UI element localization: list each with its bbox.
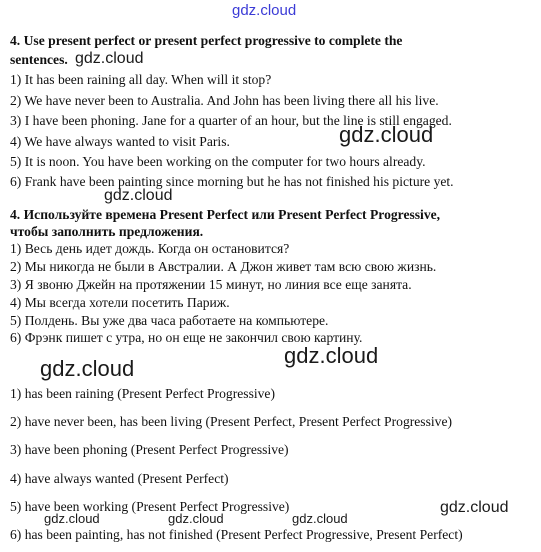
sentence-ru-1: 1) Весь день идет дождь. Когда он остановится?	[10, 241, 290, 256]
watermark: gdz.cloud	[168, 511, 224, 526]
sentence-en-6: 6) Frank have been painting since morning but he has not finished his picture yet.	[10, 174, 454, 189]
answer-6: 6) has been painting, has not finished (Present Perfect Progressive, Present Perfect)	[10, 527, 463, 542]
answer-3: 3) have been phoning (Present Perfect Progressive)	[10, 442, 289, 457]
sentence-ru-2: 2) Мы никогда не были в Австралии. А Джон живет там всю свою жизнь.	[10, 259, 437, 274]
sentence-en-1: 1) It has been raining all day. When will it stop?	[10, 72, 272, 87]
watermark: gdz.cloud	[104, 187, 173, 204]
task-title-en: 4. Use present perfect or present perfect progressive to complete the	[10, 33, 403, 48]
task-title-en-cont: sentences.	[10, 52, 68, 67]
sentence-en-2: 2) We have never been to Australia. And John has been living there all his live.	[10, 93, 439, 108]
sentence-ru-6: 6) Фрэнк пишет с утра, но он еще не закончил свою картину.	[10, 330, 363, 345]
watermark: gdz.cloud	[75, 50, 144, 67]
watermark: gdz.cloud	[44, 511, 100, 526]
answer-2: 2) have never been, has been living (Present Perfect, Present Perfect Progressive)	[10, 414, 453, 429]
sentence-ru-4: 4) Мы всегда хотели посетить Париж.	[10, 295, 230, 310]
watermark-top: gdz.cloud	[232, 2, 297, 19]
answer-5: 5) have been working (Present Perfect Progressive)	[10, 499, 290, 514]
watermark: gdz.cloud	[339, 122, 434, 147]
task-title-ru-cont: чтобы заполнить предложения.	[10, 224, 204, 239]
sentence-ru-3: 3) Я звоню Джейн на протяжении 15 минут, но линия все еще занята.	[10, 277, 412, 292]
sentence-en-3: 3) I have been phoning. Jane for a quarter of an hour, but the line is still engaged.	[10, 113, 452, 128]
watermark: gdz.cloud	[40, 356, 135, 381]
answer-1: 1) has been raining (Present Perfect Progressive)	[10, 386, 275, 401]
watermark: gdz.cloud	[284, 343, 379, 368]
sentence-en-5: 5) It is noon. You have been working on the computer for two hours already.	[10, 154, 426, 169]
task-title-ru: 4. Используйте времена Present Perfect или Present Perfect Progressive,	[10, 207, 441, 222]
sentence-ru-5: 5) Полдень. Вы уже два часа работаете на компьютере.	[10, 313, 329, 328]
watermark: gdz.cloud	[292, 511, 348, 526]
answer-4: 4) have always wanted (Present Perfect)	[10, 471, 229, 486]
sentence-en-4: 4) We have always wanted to visit Paris.	[10, 134, 230, 149]
watermark: gdz.cloud	[440, 499, 509, 516]
